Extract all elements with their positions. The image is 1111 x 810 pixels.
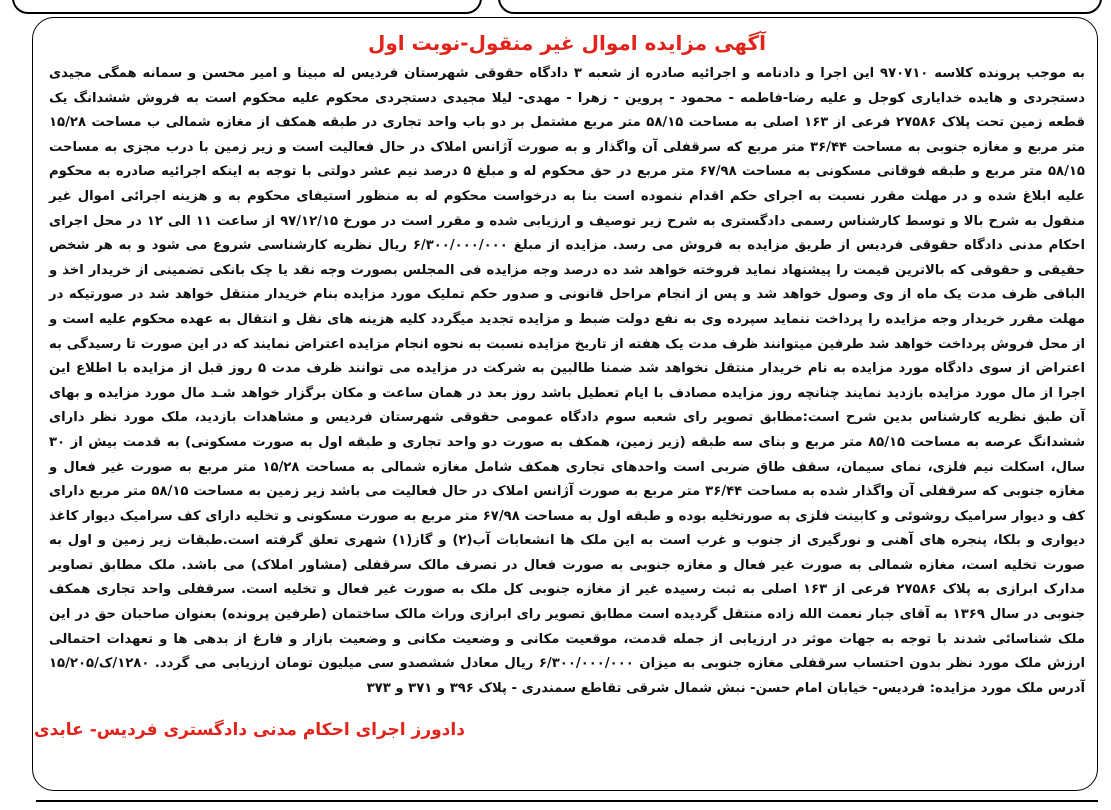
notice-signature: دادورز اجرای احکام مدنی دادگستری فردیس- عابدی [34,720,465,740]
notice-content [49,28,1085,701]
adjacent-notice-box-right [498,0,1102,14]
notice-title: آگهی مزایده اموال غیر منقول-نوبت اول [367,31,767,55]
bottom-divider [36,800,1098,802]
notice-frame [32,17,1098,791]
notice-body: به موجب پرونده کلاسه ۹۷۰۷۱۰ این اجرا و دادنامه و اجرائیه صادره از شعبه ۳ دادگاه حقوقی شهرستان فردیس له مبینا و امیر محسن و سمانه همگی مجیدی دستجردی و هایده خدایاری کوجل و علیه رضا-فاطمه - محمود - پروین - زهرا - مهدی- لیلا مجیدی دستجردی محکوم علیه محکوم است به فروش ششدانگ یک قطعه زمین تحت پلاک ۲۷۵۸۶ فرعی از ۱۶۳ اصلی به مساحت ۵۸/۱۵ متر مربع مشتمل بر دو باب واحد تجاری در طبقه همکف از مغازه شمالی ب مساحت ۱۵/۲۸ متر مربع و مغازه جنوبی به مساحت ۳۶/۴۴ متر مربع که سرقفلی آن واگذار و به صورت آژانس املاک در حال فعالیت است و زیر زمین با درب مجزی به مساحت ۵۸/۱۵ متر مربع و طبقه فوقانی مسکونی به مساحت ۶۷/۹۸ متر مربع در حق محکوم له و مبلغ ۵ درصد نیم عشر دولتی با توجه به اینکه اجرائیه صادره به محکوم علیه ابلاغ شده و در مهلت مقرر نسبت به اجرای حکم اقدام ننموده است بنا به درخواست محکوم له به منظور استیفای محکوم به و هزینه اجرائی اموال غیر منقول به شرح بالا و توسط کارشناس رسمی دادگستری به شرح زیر توصیف و ارزیابی شده و مقرر است در مورخ ۹۷/۱۲/۱۵ از ساعت ۱۱ الی ۱۲ در محل اجرای احکام مدنی دادگاه حقوقی فردیس از طریق مزایده به فروش می رسد. مزایده از مبلغ ۶/۳۰۰/۰۰۰/۰۰۰ ریال نظریه کارشناسی شروع می شود و به هر شخص حقیقی و حقوقی که بالاترین قیمت را پیشنهاد نماید فروخته خواهد شد ده درصد وجه مزایده فی المجلس بصورت وجه نقد یا چک بانکی تضمینی از خریدار اخذ و الباقی ظرف مدت یک ماه از وی وصول خواهد شد و پس از انجام مراحل قانونی و صدور حکم تملیک مورد مزایده بنام خریدار منتقل خواهد شد در صورتیکه در مهلت مقرر خریدار وجه مزایده را پرداخت ننماید سپرده وی به نفع دولت ضبط و مزایده تجدید میگردد کلیه هزینه های نقل و انتقال به عهده محکوم علیه است و از محل فروش پرداخت خواهد شد طرفین میتوانند ظرف مدت یک هفته از تاریخ مزایده نسبت به نحوه انجام مزایده اعتراض نمایند که در این صورت تا رسیدگی به اعتراض از سوی دادگاه مورد مزایده به نام خریدار منتقل نخواهد شد ضمنا طالبین به شرکت در مزایده می توانند ظرف مدت ۵ روز قبل از مزایده با اطلاع این اجرا از مال مورد مزایده بازدید نمایند چنانچه روز مزایده مصادف با ایام تعطیل باشد روز بعد در همان ساعت و مکان برگزار خواهد شـد مال مورد مزایده و بهای آن طبق نظریه کارشناس بدین شرح است:مطابق تصویر رای شعبه سوم دادگاه عمومی حقوقی شهرستان فردیس و مشاهدات بازدید، ملک مورد نظر دارای ششدانگ عرصه به مساحت ۸۵/۱۵ متر مربع و بنای سه طبقه (زیر زمین، همکف به صورت دو واحد تجاری و طبقه اول به صورت مسکونی) به قدمت بیش از ۳۰ سال، اسکلت نیم فلزی، نمای سیمان، سقف طاق ضربی است واحدهای تجاری همکف شامل مغازه شمالی به مساحت ۱۵/۲۸ متر مربع به صورت غیر فعال و مغازه جنوبی که سرقفلی آن واگذار شده به مساحت ۳۶/۴۴ متر مربع به صورت آژانس املاک در حال فعالیت می باشد زیر زمین به مساحت ۵۸/۱۵ متر مربع دارای کف و دیوار سرامیک روشوئی و کابینت فلزی به صورتخلیه بوده و طبقه اول به مساحت ۶۷/۹۸ متر مربع به صورت مسکونی و تخلیه دارای کف سرامیک دیوار کاغذ دیواری و بلکا، پنجره های آهنی و نورگیری از جنوب و غرب است به این ملک ها انشعابات آب(۲) و گاز(۱) شهری تعلق گرفته است.طبقات زیر زمین و اول به صورت تخلیه است، مغازه شمالی به صورت غیر فعال و مغازه جنوبی به صورت فعال در تصرف مالک سرقفلی (مشاور املاک) می باشد. ملک مطابق تصاویر مدارک ابرازی به پلاک ۲۷۵۸۶ فرعی از ۱۶۳ اصلی به ثبت رسیده غیر از مغازه جنوبی کل ملک به صورت غیر فعال و تخلیه است. سرقفلی واحد تجاری همکف جنوبی در سال ۱۳۶۹ به آقای جبار نعمت الله زاده منتقل گردیده است مطابق تصویر رای ابرازی وراث مالک ساختمان (طرفین پرونده) بعنوان صاحبان حق در این ملک شناسائی شدند با توجه به جهات موثر در ارزیابی از جمله قدمت، موقعیت مکانی و وضعیت مکانی و وضعیت بازار و فارغ از بدهی ها و تعهدات احتمالی ارزش ملک مورد نظر بدون احتساب سرقفلی مغازه جنوبی به میزان ۶/۳۰۰/۰۰۰/۰۰۰ ریال معادل ششصدو سی میلیون تومان ارزیابی می گردد. ۱۲۸۰/ک/۱۵/۲۰۵ آدرس ملک مورد مزایده: فردیس- خیابان امام حسن- نبش شمال شرقی تقاطع سمندری - پلاک ۳۹۶ و ۳۷۱ و ۳۷۳ [49,66,1086,696]
adjacent-notice-box-left [12,0,482,14]
